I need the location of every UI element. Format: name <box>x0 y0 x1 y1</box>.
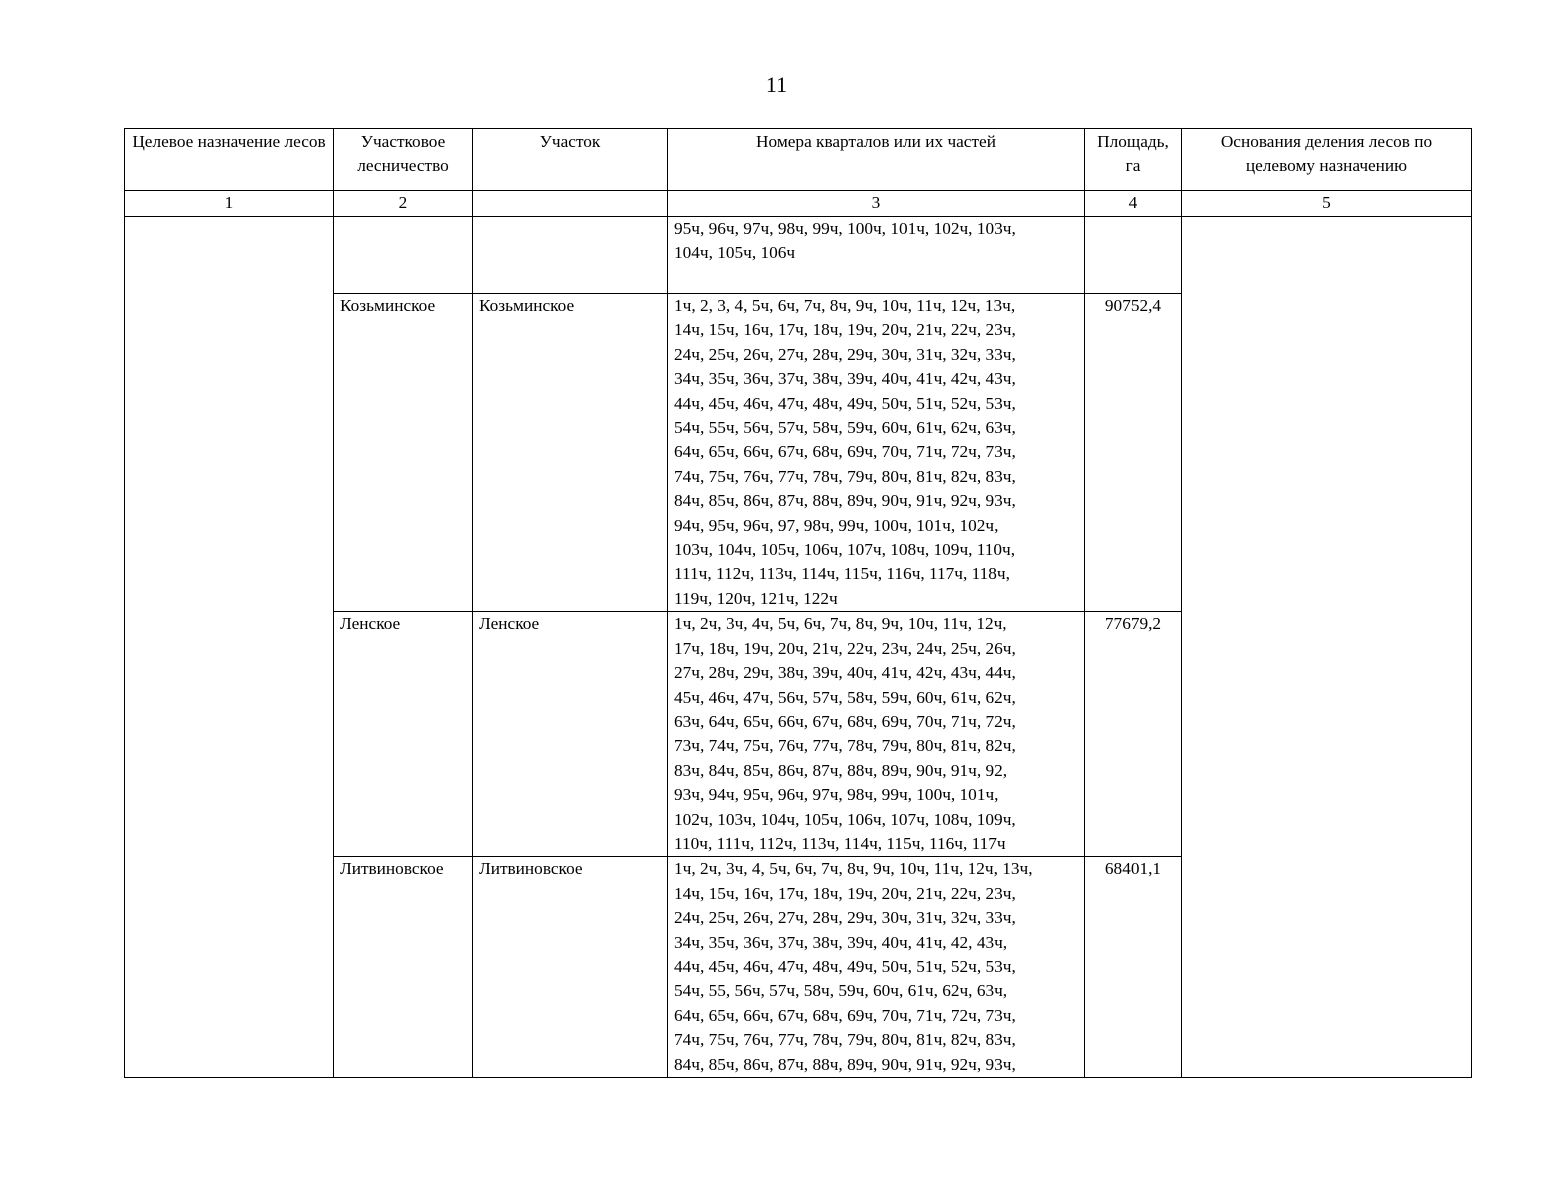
quarters-line: 95ч, 96ч, 97ч, 98ч, 99ч, 100ч, 101ч, 102ч, 103ч, <box>674 219 1016 238</box>
quarters-line: 64ч, 65ч, 66ч, 67ч, 68ч, 69ч, 70ч, 71ч, 72ч, 73ч, <box>674 1005 1016 1025</box>
grounds-cell <box>1182 217 1472 1078</box>
forest-division-table <box>124 128 1472 1078</box>
quarters-line: 104ч, 105ч, 106ч <box>674 243 796 263</box>
quarters-line: 34ч, 35ч, 36ч, 37ч, 38ч, 39ч, 40ч, 41ч, 42, 43ч, <box>674 932 1008 952</box>
site-cell <box>473 217 668 294</box>
header-site: Участок <box>473 129 668 191</box>
quarters-line: 63ч, 64ч, 65ч, 66ч, 67ч, 68ч, 69ч, 70ч, 71ч, 72ч, <box>674 711 1016 731</box>
quarters-line: 73ч, 74ч, 75ч, 76ч, 77ч, 78ч, 79ч, 80ч, 81ч, 82ч, <box>674 736 1016 756</box>
quarters-line: 34ч, 35ч, 36ч, 37ч, 38ч, 39ч, 40ч, 41ч, 42ч, 43ч, <box>674 369 1016 389</box>
forestry-cell: Козьминское <box>334 294 473 612</box>
header-forestry: Участковое лесничество <box>334 129 473 191</box>
quarters-line: 54ч, 55, 56ч, 57ч, 58ч, 59ч, 60ч, 61ч, 62ч, 63ч, <box>674 981 1008 1001</box>
quarters-line: 44ч, 45ч, 46ч, 47ч, 48ч, 49ч, 50ч, 51ч, 52ч, 53ч, <box>674 393 1016 413</box>
quarters-line: 119ч, 120ч, 121ч, 122ч <box>674 588 838 608</box>
column-number: 3 <box>668 191 1085 217</box>
quarters-line: 44ч, 45ч, 46ч, 47ч, 48ч, 49ч, 50ч, 51ч, 52ч, 53ч, <box>674 956 1016 976</box>
column-number: 2 <box>334 191 473 217</box>
quarters-cell <box>668 857 1085 1078</box>
quarters-line: 24ч, 25ч, 26ч, 27ч, 28ч, 29ч, 30ч, 31ч, 32ч, 33ч, <box>674 344 1016 364</box>
quarters-cell <box>668 612 1085 857</box>
quarters-line: 84ч, 85ч, 86ч, 87ч, 88ч, 89ч, 90ч, 91ч, 92ч, 93ч, <box>674 491 1016 511</box>
header-quarters: Номера кварталов или их частей <box>668 129 1085 191</box>
area-cell: 77679,2 <box>1085 612 1182 857</box>
quarters-line: 93ч, 94ч, 95ч, 96ч, 97ч, 98ч, 99ч, 100ч, 101ч, <box>674 785 999 805</box>
quarters-line: 27ч, 28ч, 29ч, 38ч, 39ч, 40ч, 41ч, 42ч, 43ч, 44ч, <box>674 663 1016 683</box>
column-number: 5 <box>1182 191 1472 217</box>
site-cell: Литвиновское <box>473 857 668 1078</box>
quarters-line: 64ч, 65ч, 66ч, 67ч, 68ч, 69ч, 70ч, 71ч, 72ч, 73ч, <box>674 442 1016 462</box>
quarters-line: 84ч, 85ч, 86ч, 87ч, 88ч, 89ч, 90ч, 91ч, 92ч, 93ч, <box>674 1054 1016 1074</box>
area-cell <box>1085 217 1182 294</box>
quarters-line: 1ч, 2, 3, 4, 5ч, 6ч, 7ч, 8ч, 9ч, 10ч, 11ч, 12ч, 13ч, <box>674 296 1016 315</box>
site-cell: Ленское <box>473 612 668 857</box>
quarters-line: 74ч, 75ч, 76ч, 77ч, 78ч, 79ч, 80ч, 81ч, 82ч, 83ч, <box>674 1030 1016 1050</box>
quarters-line: 110ч, 111ч, 112ч, 113ч, 114ч, 115ч, 116ч, 117ч <box>674 833 1006 853</box>
header-grounds: Основания деления лесов по целевому назначению <box>1182 129 1472 191</box>
column-number: 4 <box>1085 191 1182 217</box>
table-row <box>125 217 1472 294</box>
page-number: 11 <box>765 72 788 97</box>
quarters-line: 94ч, 95ч, 96ч, 97, 98ч, 99ч, 100ч, 101ч, 102ч, <box>674 515 999 535</box>
quarters-cell <box>668 294 1085 612</box>
site-cell: Козьминское <box>473 294 668 612</box>
purpose-cell <box>125 217 334 1078</box>
column-number <box>473 191 668 217</box>
quarters-line: 14ч, 15ч, 16ч, 17ч, 18ч, 19ч, 20ч, 21ч, 22ч, 23ч, <box>674 883 1016 903</box>
quarters-cell <box>668 217 1085 294</box>
quarters-line: 102ч, 103ч, 104ч, 105ч, 106ч, 107ч, 108ч, 109ч, <box>674 809 1016 829</box>
forestry-cell <box>334 217 473 294</box>
quarters-line: 103ч, 104ч, 105ч, 106ч, 107ч, 108ч, 109ч, 110ч, <box>674 540 1016 560</box>
quarters-line: 111ч, 112ч, 113ч, 114ч, 115ч, 116ч, 117ч, 118ч, <box>674 564 1010 584</box>
quarters-line: 17ч, 18ч, 19ч, 20ч, 21ч, 22ч, 23ч, 24ч, 25ч, 26ч, <box>674 638 1016 658</box>
quarters-line: 14ч, 15ч, 16ч, 17ч, 18ч, 19ч, 20ч, 21ч, 22ч, 23ч, <box>674 320 1016 340</box>
quarters-line: 1ч, 2ч, 3ч, 4ч, 5ч, 6ч, 7ч, 8ч, 9ч, 10ч, 11ч, 12ч, <box>674 614 1007 634</box>
quarters-line: 1ч, 2ч, 3ч, 4, 5ч, 6ч, 7ч, 8ч, 9ч, 10ч, 11ч, 12ч, 13ч, <box>674 859 1033 879</box>
quarters-line: 83ч, 84ч, 85ч, 86ч, 87ч, 88ч, 89ч, 90ч, 91ч, 92, <box>674 760 1008 780</box>
quarters-line: 54ч, 55ч, 56ч, 57ч, 58ч, 59ч, 60ч, 61ч, 62ч, 63ч, <box>674 418 1016 438</box>
table-header-row <box>125 129 1472 191</box>
column-number-row <box>125 191 1472 217</box>
forestry-cell: Литвиновское <box>334 857 473 1078</box>
quarters-line: 45ч, 46ч, 47ч, 56ч, 57ч, 58ч, 59ч, 60ч, 61ч, 62ч, <box>674 687 1016 707</box>
header-purpose: Целевое назначение лесов <box>125 129 334 191</box>
column-number: 1 <box>125 191 334 217</box>
header-area: Площадь, га <box>1085 129 1182 191</box>
area-cell: 68401,1 <box>1085 857 1182 1078</box>
area-cell: 90752,4 <box>1085 294 1182 612</box>
quarters-line: 24ч, 25ч, 26ч, 27ч, 28ч, 29ч, 30ч, 31ч, 32ч, 33ч, <box>674 908 1016 928</box>
forestry-cell: Ленское <box>334 612 473 857</box>
quarters-line: 74ч, 75ч, 76ч, 77ч, 78ч, 79ч, 80ч, 81ч, 82ч, 83ч, <box>674 466 1016 486</box>
